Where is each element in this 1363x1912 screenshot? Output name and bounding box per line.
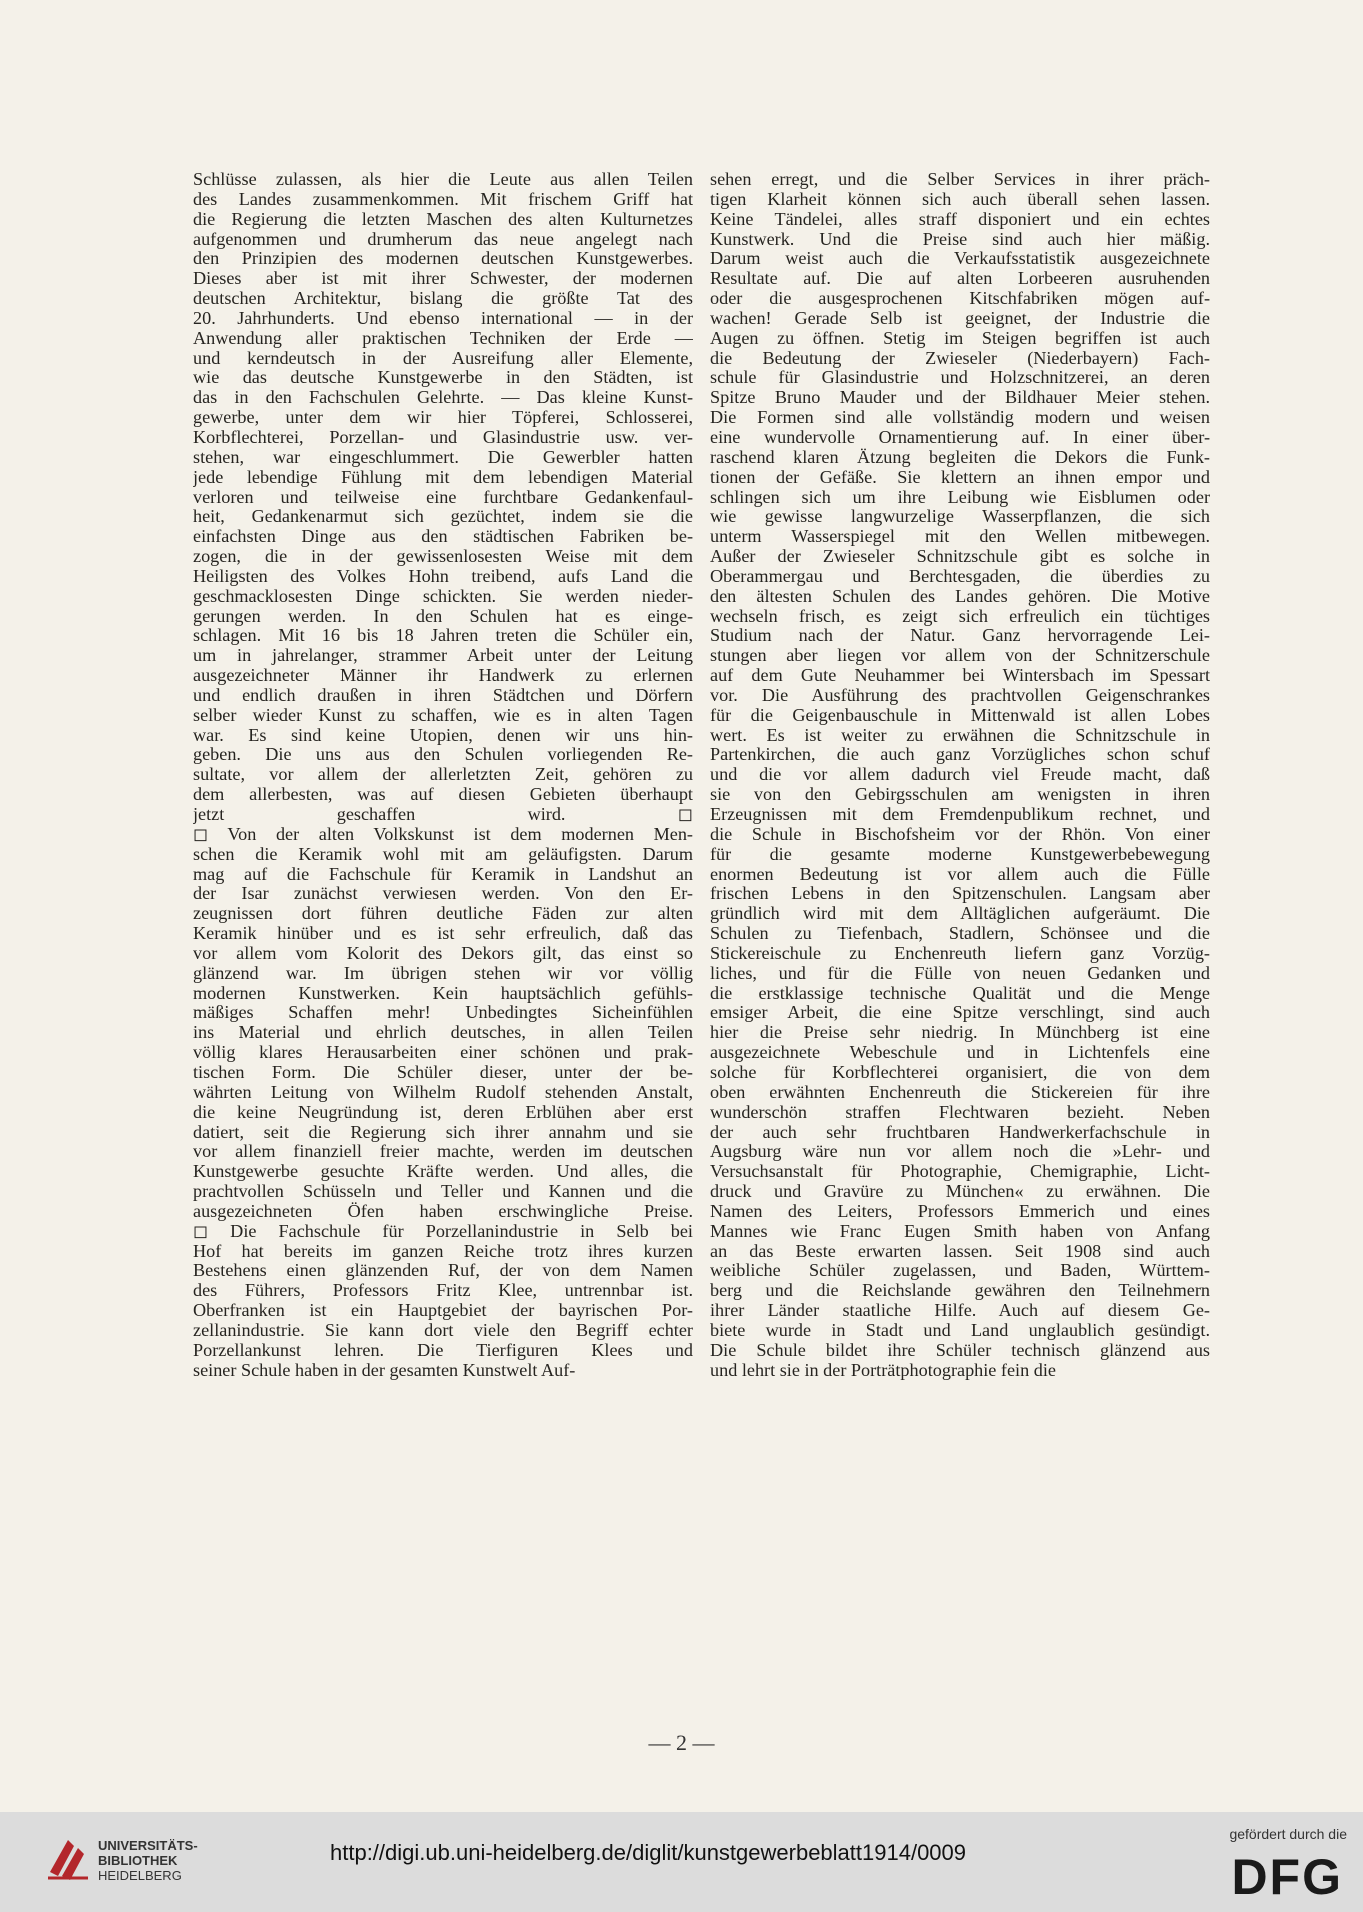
text-line: Bestehens einen glänzenden Ruf, der von dem Namen [193,1261,693,1281]
text-line: die Schule in Bischofsheim vor der Rhön. Von einer [710,824,1210,844]
text-line: emsiger Arbeit, die eine Spitze verschlingt, sind auch [710,1003,1210,1023]
text-line: wachen! Gerade Selb ist geeignet, der Industrie die [710,308,1210,328]
text-line: ausgezeichneter Männer ihr Handwerk zu erlernen [193,666,693,686]
footer-bar [0,1812,1363,1912]
text-line: hier die Preise sehr niedrig. In Münchberg ist eine [710,1023,1210,1043]
text-line: die Regierung die letzten Maschen des alten Kulturnetzes [193,209,693,229]
text-line: verloren und teilweise eine furchtbare Gedankenfaul- [193,487,693,507]
text-line: Namen des Leiters, Professors Emmerich und eines [710,1201,1210,1221]
text-line: Resultate auf. Die auf alten Lorbeeren ausruhenden [710,269,1210,289]
text-line: wunderschön straffen Flechtwaren bezieht. Neben [710,1102,1210,1122]
text-line: Porzellankunst lehren. Die Tierfiguren Klees und [193,1340,693,1360]
text-line: und die vor allem dadurch viel Freude macht, daß [710,765,1210,785]
library-name-line2: BIBLIOTHEK [98,1853,178,1868]
text-column-left [193,170,693,1380]
text-line: vor allem finanziell freier machte, werden im deutschen [193,1142,693,1162]
library-name [98,1838,198,1883]
text-line: war. Es sind keine Utopien, denen wir uns hin- [193,725,693,745]
text-line: zellanindustrie. Sie kann dort viele den Begriff echter [193,1320,693,1340]
text-line: frischen Lebens in den Spitzenschulen. Langsam aber [710,884,1210,904]
text-line: schen die Keramik wohl mit am geläufigsten. Darum [193,844,693,864]
text-line: um in jahrelanger, strammer Arbeit unter der Leitung [193,646,693,666]
text-line: mag auf die Fachschule für Keramik in Landshut an [193,864,693,884]
text-line: für die Geigenbauschule in Mittenwald ist allen Lobes [710,705,1210,725]
text-line: ins Material und ehrlich deutsches, in allen Teilen [193,1023,693,1043]
text-line: und lehrt sie in der Porträtphotographie fein die [710,1360,1056,1380]
text-line: sultate, vor allem der allerletzten Zeit, gehören zu [193,765,693,785]
text-line: jede lebendige Fühlung mit dem lebendigen Material [193,467,693,487]
text-line: vor. Die Ausführung des prachtvollen Geigenschrankes [710,685,1210,705]
text-line: zogen, die in der gewissenlosesten Weise mit dem [193,547,693,567]
text-line: völlig klares Herausarbeiten einer schönen und prak- [193,1043,693,1063]
text-line: sehen erregt, und die Selber Services in ihrer präch- [710,170,1210,189]
text-line: biete wurde in Stadt und Land unglaublich gesündigt. [710,1320,1210,1340]
text-line: der auch sehr fruchtbaren Handwerkerfachschule in [710,1122,1210,1142]
text-line: gerungen werden. In den Schulen hat es einge- [193,606,693,626]
text-line: oben erwähnten Enchenreuth die Stickereien für ihre [710,1082,1210,1102]
text-line: aufgenommen und drumherum das neue angelegt nach [193,229,693,249]
text-line: gewerbe, unter dem wir hier Töpferei, Schlosserei, [193,408,693,428]
text-line: Hof hat bereits im ganzen Reiche trotz ihres kurzen [193,1241,693,1261]
text-line: deutschen Architektur, bislang die größte Tat des [193,289,693,309]
text-line: ausgezeichneten Öfen haben erschwingliche Preise. [193,1201,693,1221]
text-line: Erzeugnissen mit dem Fremdenpublikum rechnet, und [710,805,1210,824]
text-line: raschend klaren Ätzung begleiten die Dekors die Funk- [710,447,1210,467]
text-line: wie gewisse langwurzelige Wasserpflanzen, die sich [710,507,1210,527]
text-line: unterm Wasserspiegel mit den Wellen mitbewegen. [710,527,1210,547]
page-number: — 2 — [648,1730,715,1755]
text-line: ihrer Länder staatliche Hilfe. Auch auf diesem Ge- [710,1301,1210,1321]
text-line: jetzt geschaffen wird. ◻ [193,805,693,824]
text-line: an das Beste erwarten lassen. Seit 1908 sind auch [710,1241,1210,1261]
dfg-logo-icon: DFG [1231,1849,1343,1905]
text-line: geschmacklosesten Dinge schickten. Sie werden nieder- [193,586,693,606]
text-line: schule für Glasindustrie und Holzschnitzerei, an deren [710,368,1210,388]
text-line: tigen Klarheit können sich auch überall sehen lassen. [710,189,1210,209]
text-line: die Bedeutung der Zwieseler (Niederbayern) Fach- [710,348,1210,368]
text-line: einfachsten Dinge aus den städtischen Fabriken be- [193,527,693,547]
text-line: Darum weist auch die Verkaufsstatistik ausgezeichnete [710,249,1210,269]
text-line: oder die ausgesprochenen Kitschfabriken mögen auf- [710,289,1210,309]
text-line: Oberammergau und Berchtesgaden, die überdies zu [710,566,1210,586]
text-line: Keramik hinüber und es ist sehr erfreulich, daß das [193,924,693,944]
text-line: auf dem Gute Neuhammer bei Wintersbach im Spessart [710,666,1210,686]
text-line: enormen Bedeutung ist vor allem auch die Fülle [710,864,1210,884]
text-line: ◻ Von der alten Volkskunst ist dem modernen Men- [193,824,693,844]
text-line: die erstklassige technische Qualität und die Menge [710,983,1210,1003]
text-line: stungen aber liegen vor allem von der Schnitzerschule [710,646,1210,666]
funded-by-text: gefördert durch die [1229,1826,1347,1842]
text-line: Partenkirchen, die auch ganz Vorzügliches schon schuf [710,745,1210,765]
text-line: Dieses aber ist mit ihrer Schwester, der modernen [193,269,693,289]
text-line: 20. Jahrhunderts. Und ebenso international — in der [193,308,693,328]
text-line: zeugnissen dort führen deutliche Fäden zur alten [193,904,693,924]
text-line: des Landes zusammenkommen. Mit frischem Griff hat [193,189,693,209]
text-line: seiner Schule haben in der gesamten Kunstwelt Auf- [193,1360,576,1380]
text-line: Schulen zu Tiefenbach, Stadlern, Schönsee und die [710,924,1210,944]
text-line: heit, Gedankenarmut sich gezüchtet, indem sie die [193,507,693,527]
text-line: Schlüsse zulassen, als hier die Leute aus allen Teilen [193,170,693,189]
text-line: wechseln frisch, es zeigt sich erfreulich ein tüchtiges [710,606,1210,626]
text-line: das in den Fachschulen Gelehrte. — Das kleine Kunst- [193,388,693,408]
text-line: Keine Tändelei, alles straff disponiert und ein echtes [710,209,1210,229]
library-name-line3: HEIDELBERG [98,1868,182,1883]
text-line: geben. Die uns aus den Schulen vorliegenden Re- [193,745,693,765]
text-line: für die gesamte moderne Kunstgewerbebewegung [710,844,1210,864]
text-line: weibliche Schüler zugelassen, und Baden, Württem- [710,1261,1210,1281]
text-line: Versuchsanstalt für Photographie, Chemigraphie, Licht- [710,1162,1210,1182]
text-line: Außer der Zwieseler Schnitzschule gibt es solche in [710,547,1210,567]
text-line: dem allerbesten, was auf diesen Gebieten überhaupt [193,785,693,805]
text-line: solche für Korbflechterei organisiert, die von dem [710,1062,1210,1082]
text-line: vor allem vom Kolorit des Dekors gilt, das einst so [193,943,693,963]
text-line: Augsburg wäre nun vor allem noch die »Lehr- und [710,1142,1210,1162]
text-line: der Isar zunächst verwiesen werden. Von den Er- [193,884,693,904]
text-line: Korbflechterei, Porzellan- und Glasindustrie usw. ver- [193,427,693,447]
text-line: Stickereischule zu Enchenreuth liefern ganz Vorzüg- [710,943,1210,963]
text-line: den ältesten Schulen des Landes gehören. Die Motive [710,586,1210,606]
text-line: datiert, seit die Regierung sich ihrer annahm und sie [193,1122,693,1142]
text-line: liches, und für die Fülle von neuen Gedanken und [710,963,1210,983]
text-line: wert. Es ist weiter zu erwähnen die Schnitzschule in [710,725,1210,745]
text-line: Heiligsten des Volkes Hohn treibend, aufs Land die [193,566,693,586]
text-line: modernen Kunstwerken. Kein hauptsächlich gefühls- [193,983,693,1003]
text-line: Spitze Bruno Mauder und der Bildhauer Meier stehen. [710,388,1210,408]
text-line: Kunstgewerbe gesuchte Kräfte werden. Und alles, die [193,1162,693,1182]
text-line: Anwendung aller praktischen Techniken der Erde — [193,328,693,348]
text-line: Mannes wie Franc Eugen Smith haben von Anfang [710,1221,1210,1241]
text-line: und endlich draußen in ihren Städtchen und Dörfern [193,685,693,705]
text-line: Studium nach der Natur. Ganz hervorragende Lei- [710,626,1210,646]
text-line: schlingen sich um ihre Leibung wie Eisblumen oder [710,487,1210,507]
text-line: Oberfranken ist ein Hauptgebiet der bayrischen Por- [193,1301,693,1321]
text-line: stehen, war eingeschlummert. Die Gewerbler hatten [193,447,693,467]
library-name-line1: UNIVERSITÄTS- [98,1838,198,1853]
text-line: währten Leitung von Wilhelm Rudolf stehenden Anstalt, [193,1082,693,1102]
text-line: druck und Gravüre zu München« zu erwähnen. Die [710,1182,1210,1202]
text-line: Die Schule bildet ihre Schüler technisch glänzend aus [710,1340,1210,1360]
text-line: ◻ Die Fachschule für Porzellanindustrie in Selb bei [193,1221,693,1241]
text-line: mäßiges Schaffen mehr! Unbedingtes Sicheinfühlen [193,1003,693,1023]
text-line: die keine Neugründung ist, deren Erblühen aber erst [193,1102,693,1122]
text-line: prachtvollen Schüsseln und Teller und Kannen und die [193,1182,693,1202]
text-line: wie das deutsche Kunstgewerbe in den Städten, ist [193,368,693,388]
text-line: berg und die Reichslande gewähren den Teilnehmern [710,1281,1210,1301]
text-line: ausgezeichnete Webeschule und in Lichtenfels eine [710,1043,1210,1063]
text-line: und kerndeutsch in der Ausreifung aller Elemente, [193,348,693,368]
text-line: gründlich wird mit dem Alltäglichen aufgeräumt. Die [710,904,1210,924]
text-column-right [710,170,1210,1380]
text-line: schlagen. Mit 16 bis 18 Jahren treten die Schüler ein, [193,626,693,646]
text-line: tionen der Gefäße. Sie klettern an ihnen empor und [710,467,1210,487]
heidelberg-library-logo-icon [44,1832,92,1884]
text-line: sie von den Gebirgsschulen am wenigsten in ihren [710,785,1210,805]
text-line: Die Formen sind alle vollständig modern und weisen [710,408,1210,428]
text-line: glänzend war. Im übrigen stehen wir vor völlig [193,963,693,983]
text-line: selber wieder Kunst zu schaffen, wie es in alten Tagen [193,705,693,725]
text-line: des Führers, Professors Fritz Klee, untrennbar ist. [193,1281,693,1301]
text-line: Kunstwerk. Und die Preise sind auch hier mäßig. [710,229,1210,249]
text-line: den Prinzipien des modernen deutschen Kunstgewerbes. [193,249,693,269]
text-line: Augen zu öffnen. Stetig im Steigen begriffen ist auch [710,328,1210,348]
text-line: tischen Form. Die Schüler dieser, unter der be- [193,1062,693,1082]
source-url-link[interactable]: http://digi.ub.uni-heidelberg.de/diglit/kunstgewerbeblatt1914/0009 [330,1840,967,1865]
text-line: eine wundervolle Ornamentierung auf. In einer über- [710,427,1210,447]
